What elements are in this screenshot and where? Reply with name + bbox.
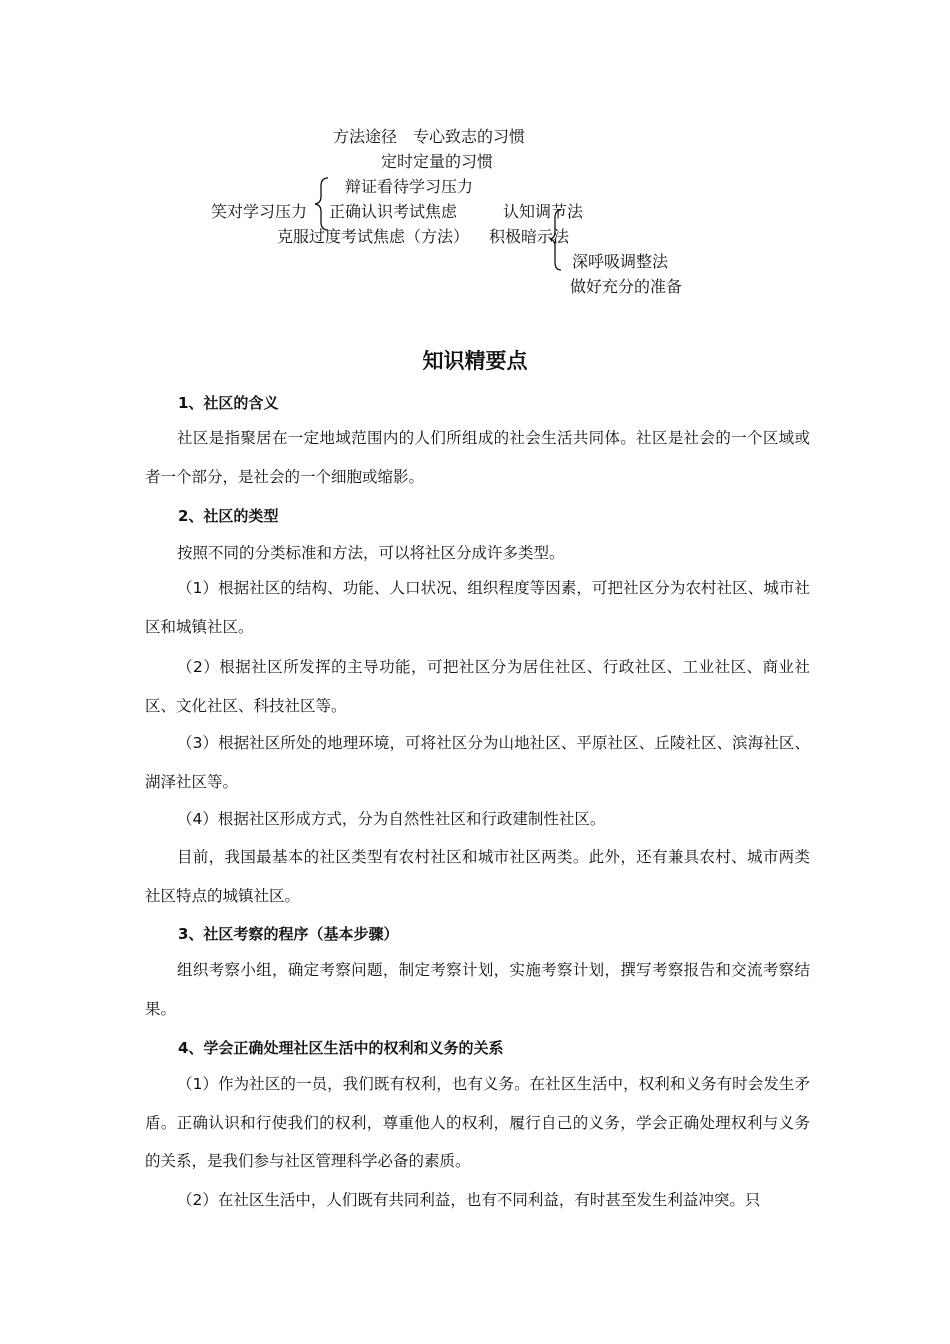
mindmap-node: 克服过度考试焦虑（方法） [277, 227, 470, 246]
mindmap-node: 深呼吸调整法 [572, 252, 669, 271]
paragraph: （1）根据社区的结构、功能、人口状况、组织程度等因素，可把社区分为农村社区、城市社区和城镇社区。 [145, 579, 810, 636]
paragraph: （4）根据社区形成方式，分为自然性社区和行政建制性社区。 [177, 810, 606, 828]
section-heading: 1、社区的含义 [178, 394, 279, 412]
mindmap-node: 定时定量的习惯 [381, 152, 494, 171]
mindmap-node: 辩证看待学习压力 [345, 177, 474, 196]
mindmap-root: 笑对学习压力 [211, 202, 308, 221]
section-heading: 2、社区的类型 [178, 507, 279, 525]
mindmap-node: 认知调节法 [503, 202, 584, 221]
section-heading: 4、学会正确处理社区生活中的权利和义务的关系 [178, 1039, 504, 1057]
paragraph: 社区是指聚居在一定地域范围内的人们所组成的社会生活共同体。社区是社会的一个区域或者一个部分，是社会的一个细胞或缩影。 [145, 429, 810, 486]
paragraph: （2）根据社区所发挥的主导功能，可把社区分为居住社区、行政社区、工业社区、商业社区、文化社区、科技社区等。 [145, 658, 810, 715]
mindmap-node: 方法途径 专心致志的习惯 [333, 127, 526, 146]
section-title: 知识精要点 [422, 349, 528, 373]
paragraph: 按照不同的分类标准和方法，可以将社区分成许多类型。 [177, 544, 565, 562]
paragraph: （1）作为社区的一员，我们既有权利，也有义务。在社区生活中，权利和义务有时会发生矛盾。正确认识和行使我们的权利，尊重他人的权利，履行自己的义务，学会正确处理权利与义务的关系，是我们参与社区管理科学必备的素质。 [145, 1075, 810, 1170]
paragraph: 目前，我国最基本的社区类型有农村社区和城市社区两类。此外，还有兼具农村、城市两类社区特点的城镇社区。 [145, 848, 810, 905]
mindmap-node: 做好充分的准备 [570, 277, 683, 296]
section-heading: 3、社区考察的程序（基本步骤） [178, 925, 399, 943]
mindmap-node: 积极暗示法 [489, 227, 570, 246]
paragraph: （3）根据社区所处的地理环境，可将社区分为山地社区、平原社区、丘陵社区、滨海社区、湖泽社区等。 [145, 734, 810, 791]
mindmap-node: 正确认识考试焦虑 [329, 202, 458, 221]
paragraph: 组织考察小组，确定考察问题，制定考察计划，实施考察计划，撰写考察报告和交流考察结果。 [145, 961, 810, 1018]
left-brace-icon [548, 208, 564, 272]
left-brace-icon [312, 176, 332, 232]
paragraph: （2）在社区生活中，人们既有共同利益，也有不同利益，有时甚至发生利益冲突。只 [177, 1191, 761, 1209]
